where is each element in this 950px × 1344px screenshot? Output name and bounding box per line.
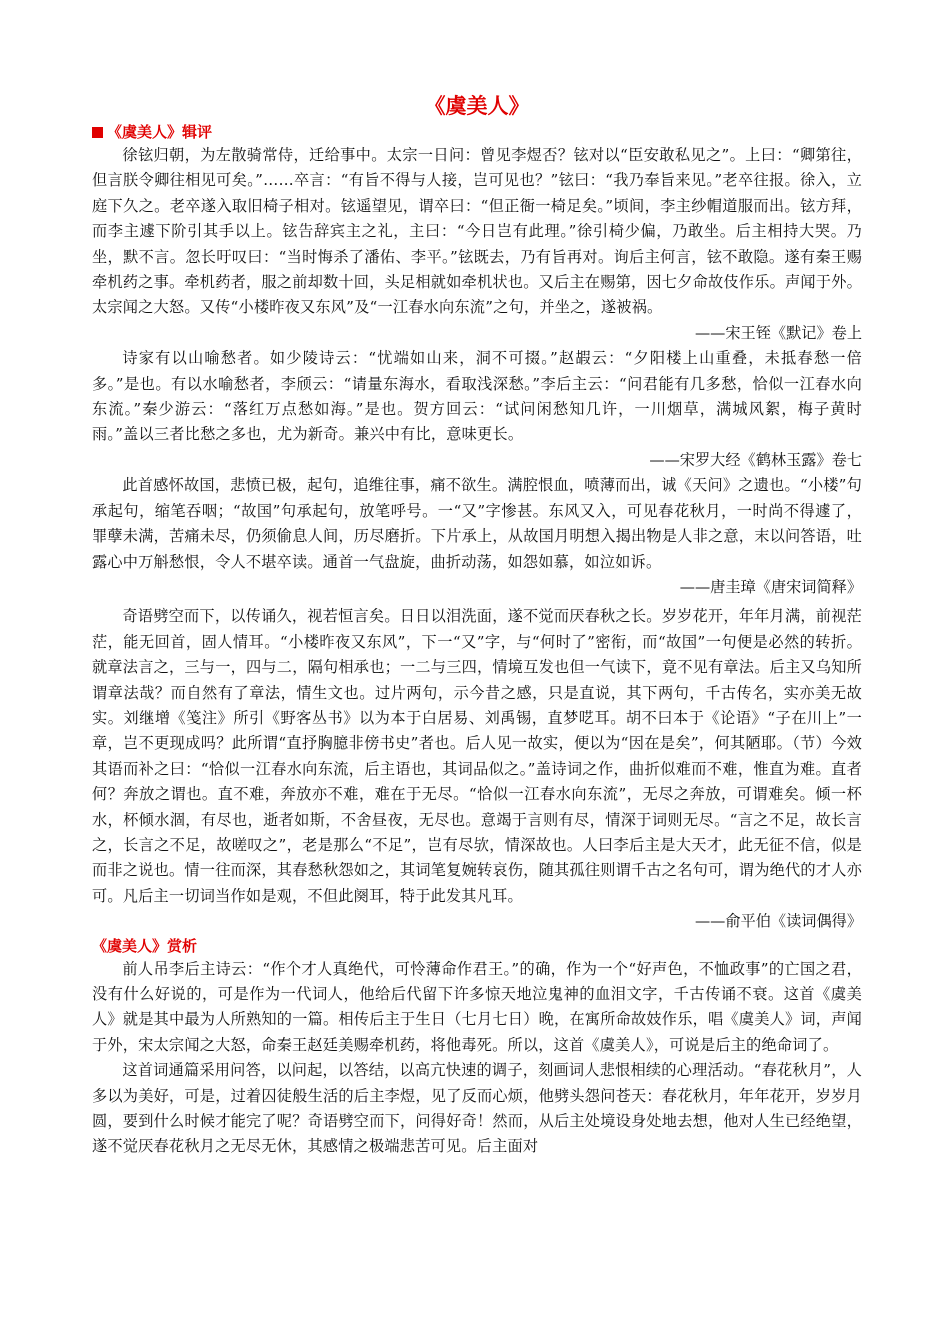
commentary-paragraph: 诗家有以山喻愁者。如少陵诗云：“忧端如山来，洞不可掇。”赵嘏云：“夕阳楼上山重叠，未抵春愁一倍多。”是也。有以水喻愁者，李颀云：“请量东海水，看取浅深愁。”李后主云：“问君能有几多愁，恰似一江春水向东流。”秦少游云：“落红万点愁如海。”是也。贺方回云：“试问闲愁知几许，一川烟草，满城风絮，梅子黄时雨。”盖以三者比愁之多也，尤为新奇。兼兴中有比，意味更长。: [92, 349, 862, 444]
commentary-paragraph: 奇语劈空而下，以传诵久，视若恒言矣。日日以泪洗面，遂不觉而厌春秋之长。岁岁花开，年年月满，前视茫茫，能无回首，固人情耳。“小楼昨夜又东风”，下一“又”字，与“何时了”密衔，而“故国”一句便是必然的转折。就章法言之，三与一，四与二，隔句相承也；一二与三四，情境互发也但一气读下，竟不见有章法。后主又乌知所谓章法哉？而自然有了章法，情生文也。过片两句，示今昔之感，只是直说，其下两句，千古传名，实亦美无故实。刘继增《笺注》所引《野客丛书》以为本于白居易、刘禹锡，直梦呓耳。胡不曰本于《论语》“子在川上”一章，岂不更现成吗？此所谓“直抒胸臆非傍书史”者也。后人见一故实，便以为“因在是矣”，何其陋耶。（节）今效其语而补之曰：“恰似一江春水向东流，后主语也，其词品似之。”盖诗词之作，曲折似难而不难，惟直为难。直者何？奔放之谓也。直不难，奔放亦不难，难在于无尽。“恰似一江春水向东流”，无尽之奔放，可谓难矣。倾一杯水，杯倾水涸，有尽也，逝者如斯，不舍昼夜，无尽也。意竭于言则有尽，情深于词则无尽。“言之不足，故长言之，长言之不足，故嗟叹之”，老是那么“不足”，岂有尽欤，情深故也。人曰李后主是大天才，此无征不信，似是而非之说也。情一往而深，其春愁秋怨如之，其词笔复婉转哀伤，随其孤往则谓千古之名句可，谓为绝代的才人亦可。凡后主一切词当作如是观，不但此阕耳，特于此发其凡耳。: [92, 607, 862, 905]
commentary-source: ——宋罗大经《鹤林玉露》卷七: [649, 450, 862, 469]
commentary-paragraph: 此首感怀故国，悲愤已极，起句，追维往事，痛不欲生。满腔恨血，喷薄而出，诚《天问》之遗也。“小楼”句承起句，缩笔吞咽；“故国”句承起句，放笔呼号。一“又”字惨甚。东风又入，可见春花秋月，一时尚不得遽了，罪孽未满，苦痛未尽，仍须偷息人间，历尽磨折。下片承上，从故国月明想入揭出物是人非之意，末以问答语，吐露心中万斛愁恨，令人不堪卒读。通首一气盘旋，曲折动荡，如怨如慕，如泣如诉。: [92, 476, 862, 571]
commentary-paragraph: 徐铉归朝，为左散骑常侍，迁给事中。太宗一日问：曾见李煜否？铉对以“臣安敢私见之”。上曰：“卿第往，但言朕令卿往相见可矣。”……卒言：“有旨不得与人接，岂可见也？”铉曰：“我乃奉旨来见。”老卒往报。徐入，立庭下久之。老卒遂入取旧椅子相对。铉遥望见，谓卒曰：“但正衙一椅足矣。”顷间，李主纱帽道服而出。铉方拜，而李主遽下阶引其手以上。铉告辞宾主之礼，主曰：“今日岂有此理。”徐引椅少偏，乃敢坐。后主相持大哭。乃坐，默不言。忽长吁叹曰：“当时悔杀了潘佑、李平。”铉既去，乃有旨再对。询后主何言，铉不敢隐。遂有秦王赐牵机药之事。牵机药者，服之前却数十回，头足相就如牵机状也。又后主在赐第，因七夕命故伎作乐。声闻于外。太宗闻之大怒。又传“小楼昨夜又东风”及“一江春水向东流”之句，并坐之，遂被祸。: [92, 146, 862, 317]
section-heading-appreciation: 《虞美人》赏析: [92, 936, 198, 955]
section-heading-commentary: [92, 121, 862, 143]
appreciation-paragraph: 前人吊李后主诗云：“作个才人真绝代，可怜薄命作君王。”的确，作为一个“好声色，不恤政事”的亡国之君，没有什么好说的，可是作为一代词人，他给后代留下许多惊天地泣鬼神的血泪文字，千古传诵不衰。这首《虞美人》就是其中最为人所熟知的一篇。相传后主于生日（七月七日）晚，在寓所命故妓作乐，唱《虞美人》词，声闻于外，宋太宗闻之大怒，命秦王赵廷美赐牵机药，将他毒死。所以，这首《虞美人》，可说是后主的绝命词了。: [92, 959, 862, 1054]
commentary-source: ——宋王铚《默记》卷上: [694, 323, 862, 342]
section-heading-commentary-label: 《虞美人》辑评: [107, 123, 213, 141]
commentary-source: ——俞平伯《读词偶得》: [694, 912, 862, 931]
commentary-source: ——唐圭璋《唐宋词简释》: [679, 577, 862, 596]
square-bullet-icon: [92, 127, 103, 138]
page-title: 《虞美人》: [424, 93, 530, 118]
appreciation-paragraph: 这首词通篇采用问答，以问起，以答结，以高亢快速的调子，刻画词人悲恨相续的心理活动。“春花秋月”，人多以为美好，可是，过着囚徒般生活的后主李煜，见了反而心烦，他劈头怨问苍天：春花秋月，年年花开，岁岁月圆，要到什么时候才能完了呢？奇语劈空而下，问得好奇！然而，从后主处境设身处地去想，他对人生已经绝望，遂不觉厌春花秋月之无尽无休，其感情之极端悲苦可见。后主面对: [92, 1061, 862, 1156]
